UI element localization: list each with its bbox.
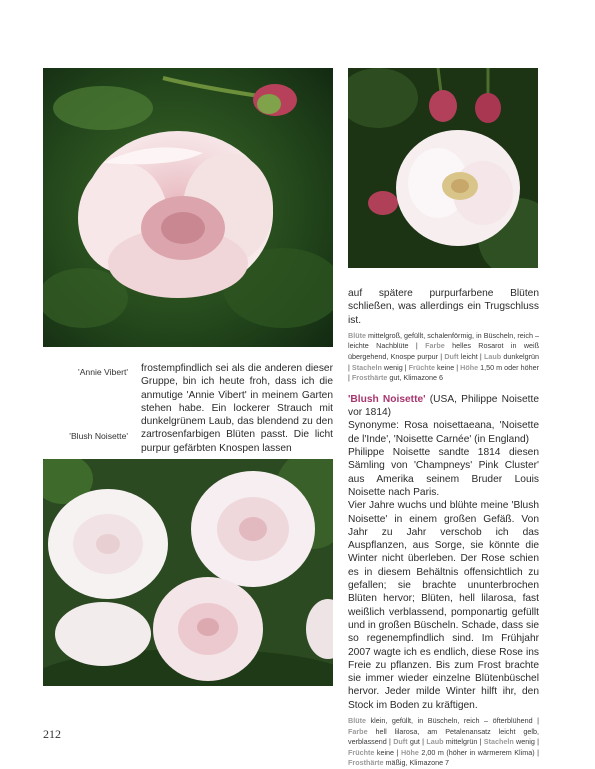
rose-photo-annie-vibert [43, 68, 333, 347]
blush-noisette-description: Vier Jahre wuchs und blühte meine 'Blush Noisette' in einem großen Gefäß. Von Jahr zu Jahr verschob ich das Auspflanzen, aus Sorge, sie könnte die Winter nicht überleben. Der Rose schien es in diesem Behältnis offensichtlich zu gefallen; sie brachte ununterbrochen Blüten hervor; Blüten, hell lilarosa, fast weißlich verblassend, pomponartig gefüllt und in großen Büscheln. Schade, dass sie so regenempfindlich sind. Im Frühjahr 2007 wagte ich es endlich, diese Rose ins Freie zu pflanzen. Bis zum Frost brachte sie immer wieder einzelne Blütenbüschel hervor. Jeder milde Winter hilft ihr, den Stock im Boden zu kräftigen. [348, 500, 539, 711]
rose-name: 'Blush Noisette' [348, 393, 426, 405]
blush-noisette-history: Philippe Noisette sandte 1814 diesen Sämling von 'Champneys' Pink Cluster' aus Amerika seinem Bruder Louis Noisette nach Paris. [348, 447, 539, 498]
caption-annie-vibert: 'Annie Vibert' [78, 367, 128, 377]
spacer [348, 384, 539, 393]
blush-noisette-specs: Blüte klein, gefüllt, in Büscheln, reich – öfterblühend | Farbe hell lilarosa, am Petalenansatz leicht gelb, verblassend | Duft gut | Laub mittelgrün | Stacheln wenig | Früchte keine | Höhe 2,00 m (höher in wärmerem Klima) | Frosthärte mäßig, Klimazone 7 [348, 715, 539, 768]
rose-photo-blush-noisette [43, 459, 333, 686]
rose-cluster-photo-icon [43, 459, 333, 686]
rose-photo-icon [43, 68, 333, 347]
right-column [348, 287, 539, 769]
rose-origin: (USA, Philippe Noisette vor 1814) [348, 393, 539, 419]
blush-noisette-heading [348, 393, 539, 420]
annie-vibert-specs: Blüte mittelgroß, gefüllt, schalenförmig, in Büscheln, reich – leichte Nachblüte | Farbe helles Rosarot in weiß übergehend, Knospe purpur | Duft leicht | Laub dunkelgrün | Stacheln wenig | Früchte keine | Höhe 1,50 m oder höher | Frosthärte gut, Klimazone 6 [348, 330, 539, 383]
blush-noisette-synonyms: Synonyme: Rosa noisettaeana, 'Noisette de l'Inde', 'Noisette Carnée' (in England) [348, 420, 539, 445]
annie-vibert-description: frostempfindlich sei als die anderen dieser Gruppe, bin ich heute froh, dass ich die anmutige 'Annie Vibert' in meinem Garten stehen habe. Ein lockerer Strauch mit dunkelgrünem Laub, das blendend zu den zartrosenfarbigen Blüten passt. Die licht purpur gefärbten Knospen lassen [141, 363, 333, 454]
rose-bud-photo-icon [348, 68, 538, 268]
page-number: 212 [43, 727, 61, 741]
caption-blush-noisette: 'Blush Noisette' [69, 431, 128, 441]
annie-vibert-continuation: auf spätere purpurfarbene Blüten schließen, was allerdings ein Trugschluss ist. [348, 288, 539, 326]
rose-photo-top-right [348, 68, 538, 268]
